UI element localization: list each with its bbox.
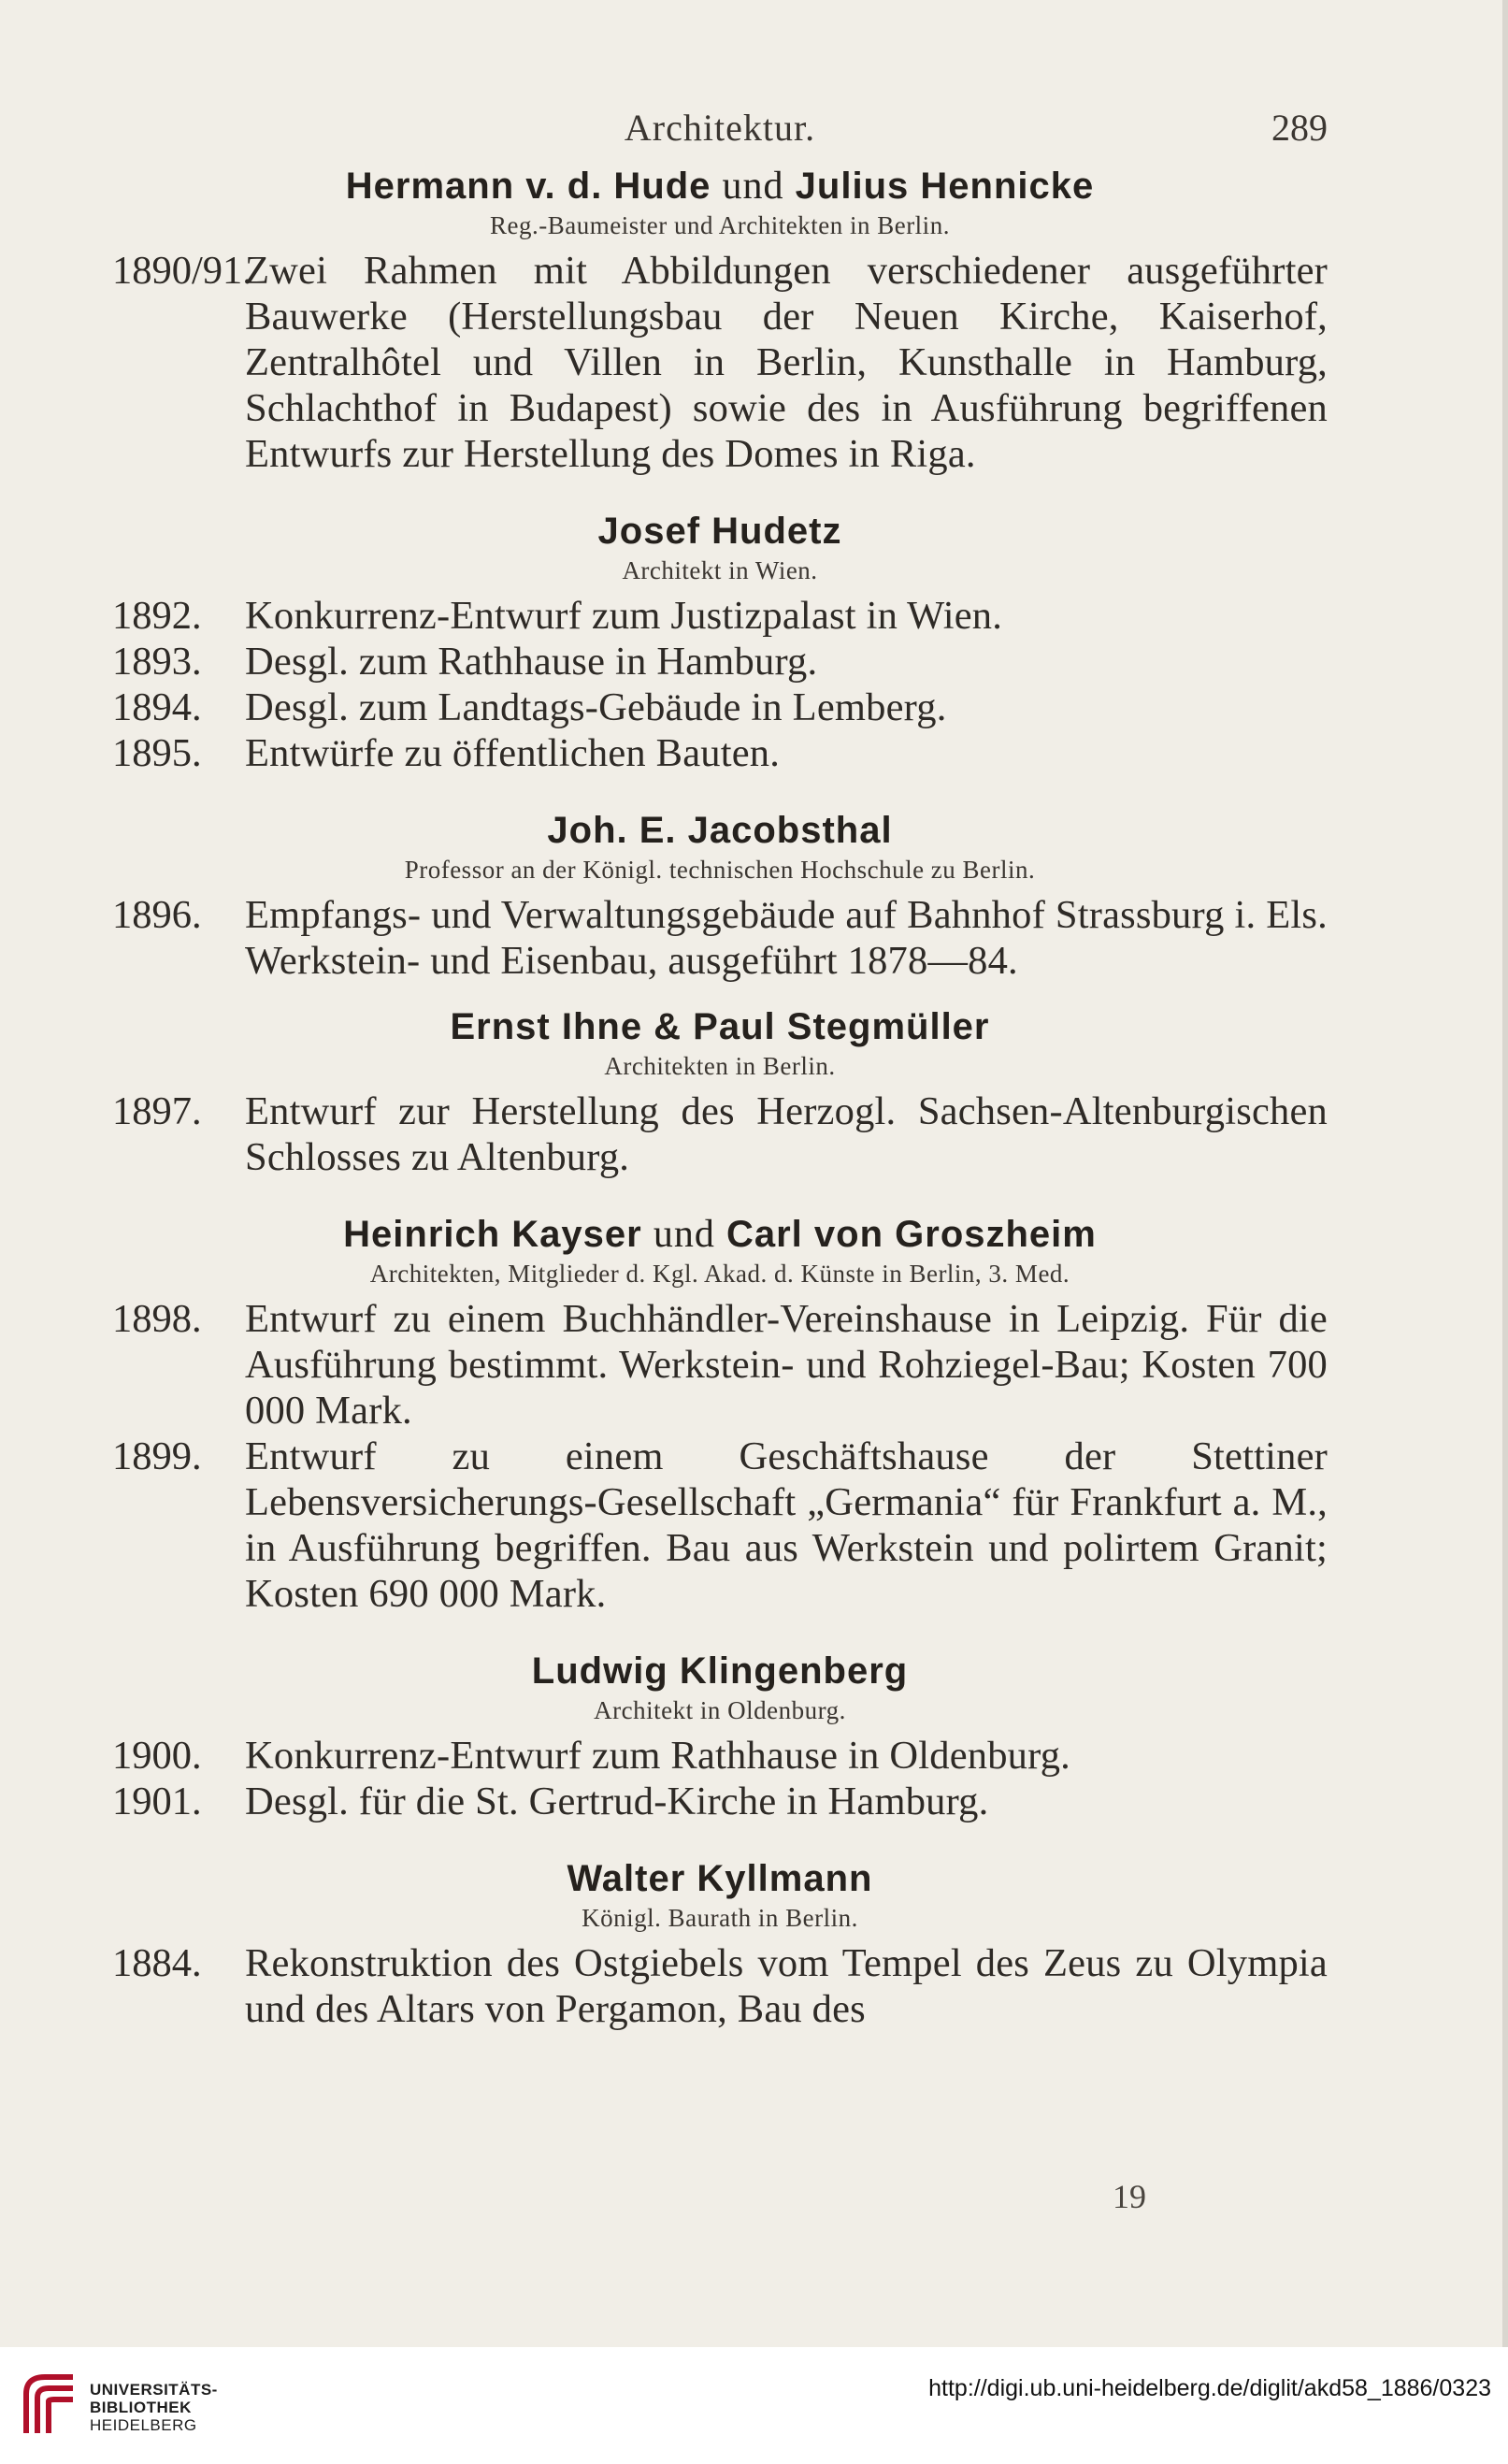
entry-number: 1892. [112,594,202,638]
section-heading: Josef Hudetz [597,511,842,552]
page-number: 289 [1271,107,1328,149]
entry-number: 1894. [112,685,202,729]
section-subtitle: Königl. Baurath in Berlin. [582,1904,858,1932]
digitization-footer [0,2347,1508,2464]
entry-number: 1895. [112,731,202,775]
entry-text: Entwurf zu einem Geschäftshause der Stettiner Lebensversicherungs-Gesellschaft „Germania“ für Frankfurt a. M., in Ausführung begriffen. Bau aus Werkstein und polirtem Granit; Kosten 690 000 Mark. [245,1434,1328,1616]
entry [112,593,1328,639]
section-subtitle: Architekten, Mitglieder d. Kgl. Akad. d. Künste in Berlin, 3. Med. [369,1260,1070,1288]
entry-number: 1899. [112,1434,202,1478]
section-kyllmann [112,1856,1328,2032]
entry-text: Entwurf zu einem Buchhändler-Vereinshause in Leipzig. Für die Ausführung bestimmt. Werkstein- und Rohziegel-Bau; Kosten 700 000 Mark. [245,1297,1328,1433]
section-subtitle: Professor an der Königl. technischen Hochschule zu Berlin. [404,856,1036,884]
entry-number: 1893. [112,640,202,684]
entry-text: Rekonstruktion des Ostgiebels vom Tempel des Zeus zu Olympia und des Altars von Pergamon, Bau des [245,1941,1328,2031]
entry-number: 1901. [112,1780,202,1823]
entry-text: Konkurrenz-Entwurf zum Justizpalast in Wien. [245,594,1003,638]
entry [112,1088,1328,1180]
entry-number: 1890/91. [112,249,252,293]
section-heading: Walter Kyllmann [567,1858,873,1899]
entry-text: Desgl. zum Rathhause in Hamburg. [245,640,818,684]
section-heading: Joh. E. Jacobsthal [547,810,893,851]
entry-number: 1884. [112,1941,202,1985]
section-hudetz [112,509,1328,776]
library-name-line: BIBLIOTHEK [90,2399,192,2416]
entry-number: 1898. [112,1297,202,1341]
running-head [112,89,1328,164]
entry [112,639,1328,684]
section-klingenberg [112,1649,1328,1824]
architect-name: Carl von Groszheim [725,1214,1097,1255]
entry-text: Zwei Rahmen mit Abbildungen verschiedener ausgeführter Bauwerke (Herstellungsbau der Neuen Kirche, Kaiserhof, Zentralhôtel und Villen in Berlin, Kunsthalle in Hamburg, Schlachthof in Budapest) sowie des in Ausführung begriffenen Entwurfs zur Herstellung des Domes in Riga. [245,249,1328,476]
entry [112,684,1328,730]
entry-text: Entwürfe zu öffentlichen Bauten. [245,731,781,775]
section-heading [112,164,1328,209]
section-heading: Ludwig Klingenberg [531,1650,909,1692]
entry-number: 1896. [112,893,202,937]
entry [112,248,1328,477]
section-subtitle: Reg.-Baumeister und Architekten in Berlin. [490,211,950,239]
page-content [112,89,1328,2032]
section-subtitle: Architekten in Berlin. [604,1052,836,1080]
running-title: Architektur. [624,107,816,149]
section-heading [112,1212,1328,1257]
entry-number: 1897. [112,1089,202,1133]
entry-text: Entwurf zur Herstellung des Herzogl. Sachsen-Altenburgischen Schlosses zu Altenburg. [245,1089,1328,1179]
library-name-line: UNIVERSITÄTS- [90,2381,218,2399]
entry [112,1733,1328,1779]
entry [112,730,1328,776]
library-name [90,2381,218,2434]
heading-conjunction: und [722,165,784,208]
heading-conjunction: und [653,1213,715,1256]
entry [112,1434,1328,1617]
entry [112,892,1328,984]
entry [112,1779,1328,1824]
section-ihne-stegmueller [112,1004,1328,1180]
architect-name: Hermann v. d. Hude [345,166,711,207]
library-logo-icon [17,2368,82,2442]
page-gutter [1502,0,1508,2347]
entry-text: Empfangs- und Verwaltungsgebäude auf Bahnhof Strassburg i. Els. Werkstein- und Eisenbau, ausgeführt 1878—84. [245,893,1328,983]
entry-number: 1900. [112,1734,202,1778]
section-hude-hennicke [112,164,1328,477]
library-name-line: HEIDELBERG [90,2416,197,2434]
section-jacobsthal [112,808,1328,984]
signature-mark: 19 [1113,2178,1146,2215]
section-heading: Ernst Ihne & Paul Stegmüller [450,1006,990,1047]
source-url-link[interactable]: http://digi.ub.uni-heidelberg.de/diglit/akd58_1886/0323 [928,2375,1491,2401]
architect-name: Julius Hennicke [795,166,1095,207]
section-subtitle: Architekt in Wien. [622,556,818,584]
architect-name: Heinrich Kayser [343,1214,642,1255]
section-subtitle: Architekt in Oldenburg. [594,1696,846,1724]
entry-text: Konkurrenz-Entwurf zum Rathhause in Oldenburg. [245,1734,1070,1778]
entry-text: Desgl. für die St. Gertrud-Kirche in Hamburg. [245,1780,989,1823]
entry [112,1940,1328,2032]
entry-text: Desgl. zum Landtags-Gebäude in Lemberg. [245,685,947,729]
entry [112,1296,1328,1434]
section-kayser-groszheim [112,1212,1328,1617]
